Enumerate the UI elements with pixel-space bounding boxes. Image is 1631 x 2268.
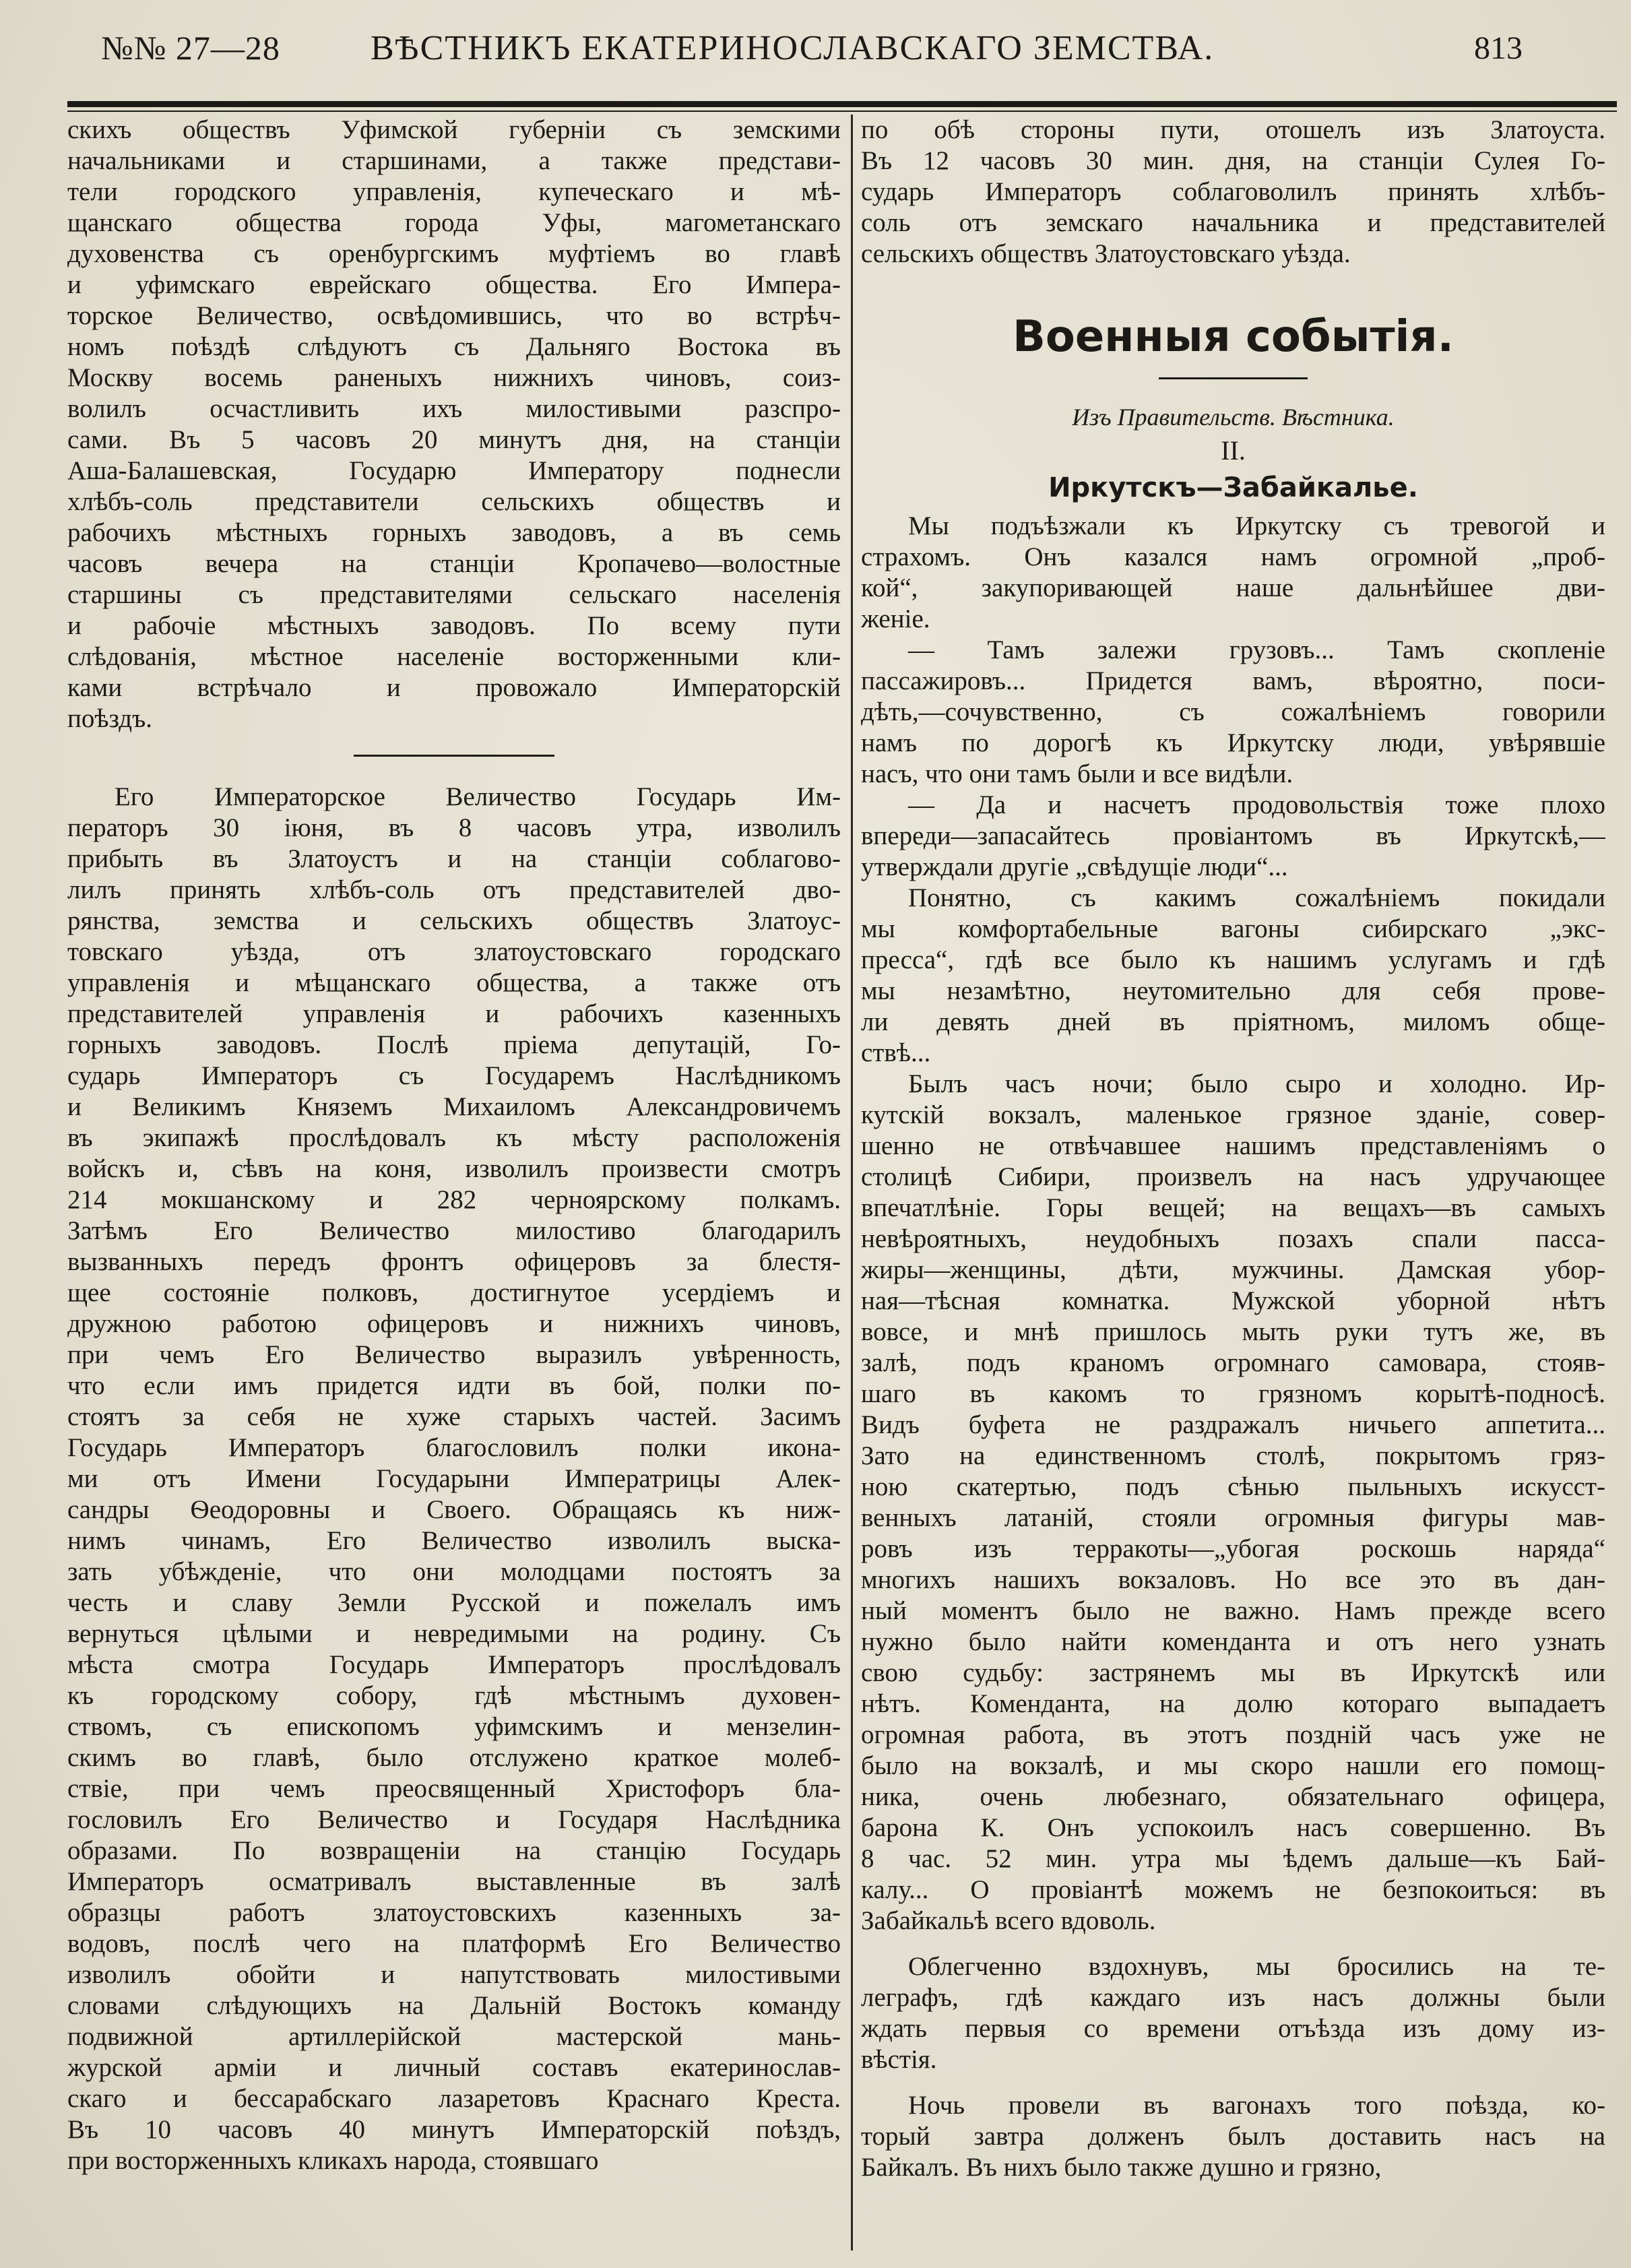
text-line: честь и славу Земли Русской и пожелалъ имъ	[67, 1588, 841, 1617]
text-line: Видъ буфета не раздражалъ ничьего аппетита...	[861, 1410, 1605, 1439]
text-line: что если имъ придется идти въ бой, полки по-	[67, 1371, 841, 1400]
header-rule-thick	[67, 101, 1617, 107]
text-line: часовъ вечера на станціи Кропачево—волостные	[67, 549, 841, 578]
text-line: впечатлѣніе. Горы вещей; на вещахъ—въ самыхъ	[861, 1193, 1605, 1222]
text-line: шаго въ какомъ то грязномъ корытѣ-подносѣ.	[861, 1379, 1605, 1408]
text-line: слѣдованія, мѣстное населеніе восторженными кли-	[67, 642, 841, 671]
text-line: было на вокзалѣ, и мы скоро нашли его помощ-	[861, 1751, 1605, 1780]
paragraph	[861, 790, 1605, 883]
left-para-1	[67, 115, 841, 734]
text-line: ною скатертью, подъ сѣнью пыльныхъ искусст-	[861, 1472, 1605, 1501]
text-line: торское Величество, освѣдомившись, что во встрѣч-	[67, 301, 841, 330]
text-line: Былъ часъ ночи; было сыро и холодно. Ир-	[908, 1069, 1605, 1098]
text-line: ператоръ 30 іюня, въ 8 часовъ утра, изволилъ	[67, 813, 841, 842]
text-line: по обѣ стороны пути, отошелъ изъ Златоуста.	[861, 115, 1605, 144]
text-line: Аша-Балашевская, Государю Императору поднесли	[67, 456, 841, 485]
right-para-1	[861, 115, 1605, 270]
text-line: зать убѣжденіе, что они молодцами постоятъ за	[67, 1557, 841, 1586]
text-line: вызванныхъ передъ фронтъ офицеровъ за блестя-	[67, 1247, 841, 1276]
paragraph	[861, 1951, 1605, 2075]
text-line: старшины съ представителями сельскаго населенія	[67, 580, 841, 609]
text-line: представителей управленія и рабочихъ казенныхъ	[67, 999, 841, 1028]
text-line: торый завтра долженъ былъ доставить насъ на	[861, 2122, 1605, 2151]
text-line: Императоръ осматривалъ выставленные въ залѣ	[67, 1867, 841, 1896]
text-line: стоятъ за себя не хуже старыхъ частей. Засимъ	[67, 1402, 841, 1431]
text-line: страхомъ. Онъ казался намъ огромной „проб-	[861, 542, 1605, 571]
text-line: прибыть въ Златоустъ и на станціи соблагово-	[67, 844, 841, 873]
text-line: Государь Императоръ благословилъ полки икона-	[67, 1433, 841, 1462]
text-line: Его Императорское Величество Государь Им-	[115, 782, 841, 811]
text-line: ная—тѣсная комнатка. Мужской уборной нѣтъ	[861, 1286, 1605, 1315]
article-body	[861, 511, 1605, 2183]
text-line: управленія и мѣщанскаго общества, а также отъ	[67, 968, 841, 997]
text-line: калу... О провіантѣ можемъ не безпокоиться: въ	[861, 1875, 1605, 1904]
text-line: водовъ, послѣ чего на платформѣ Его Величество	[67, 1929, 841, 1958]
text-line: сандры Ѳеодоровны и Своего. Обращаясь къ ниж-	[67, 1495, 841, 1524]
text-line: Забайкальѣ всего вдоволь.	[861, 1906, 1156, 1935]
text-line: ника, очень любезнаго, обязательнаго офицера,	[861, 1782, 1605, 1811]
text-line: сударь Императоръ соблаговолилъ принять хлѣбъ-	[861, 177, 1605, 206]
column-divider	[851, 115, 853, 2250]
text-line: словами слѣдующихъ на Дальній Востокъ команду	[67, 1991, 841, 2020]
text-line: нимъ чинамъ, Его Величество изволилъ выска-	[67, 1526, 841, 1555]
text-line: Зато на единственномъ столѣ, покрытомъ гряз-	[861, 1441, 1605, 1470]
text-line: Москву восемь раненыхъ нижнихъ чиновъ, соиз-	[67, 363, 841, 392]
text-line: венныхъ латаній, стояли огромныя фигуры мав-	[861, 1503, 1605, 1532]
text-line: вернуться цѣлыми и невредимыми на родину. Съ	[67, 1619, 841, 1648]
title-separator	[861, 371, 1605, 387]
text-line: и Великимъ Княземъ Михаиломъ Александровичемъ	[67, 1092, 841, 1121]
right-column	[861, 115, 1605, 2183]
text-line: столицѣ Сибири, произвелъ на насъ удручающее	[861, 1162, 1605, 1191]
text-line: щее состояніе полковъ, достигнутое усердіемъ и	[67, 1278, 841, 1307]
paragraph	[861, 511, 1605, 635]
text-line: ствіе, при чемъ преосвященный Христофоръ бла-	[67, 1774, 841, 1803]
issue-number: №№ 27—28	[101, 29, 280, 67]
paragraph-gap	[861, 1936, 1605, 1951]
page-header	[101, 20, 1523, 74]
text-line: Въ 12 часовъ 30 мин. дня, на станціи Сулея Го-	[861, 146, 1605, 175]
text-line: намъ по дорогѣ къ Иркутску люди, увѣрявшіе	[861, 728, 1605, 757]
text-line: духовенства съ оренбургскимъ муфтіемъ во главѣ	[67, 239, 841, 268]
header-rule-thin	[67, 111, 1617, 112]
text-line: подвижной артиллерійской мастерской мань-	[67, 2022, 841, 2051]
article-separator	[67, 734, 841, 782]
text-line: при чемъ Его Величество выразилъ увѣренность,	[67, 1340, 841, 1369]
text-line: рабочихъ мѣстныхъ горныхъ заводовъ, а въ семь	[67, 518, 841, 547]
text-line: 214 мокшанскому и 282 черноярскому полкамъ.	[67, 1185, 841, 1214]
text-line: залѣ, подъ краномъ огромнаго самовара, стояв-	[861, 1348, 1605, 1377]
text-line: горныхъ заводовъ. Послѣ пріема депутацій, Го-	[67, 1030, 841, 1059]
text-line: ровъ изъ терракоты—„убогая роскошь наряда“	[861, 1534, 1605, 1563]
text-line: огромная работа, въ этотъ поздній часъ уже не	[861, 1720, 1605, 1749]
text-line: нѣтъ. Коменданта, на долю котораго выпадаетъ	[861, 1689, 1605, 1718]
text-line: хлѣбъ-соль представители сельскихъ обществъ и	[67, 487, 841, 516]
text-line: утверждали другіе „свѣдущіе люди“...	[861, 852, 1288, 881]
text-line: Байкалъ. Въ нихъ было также душно и грязно,	[861, 2153, 1382, 2182]
text-line: вѣстія.	[861, 2045, 937, 2074]
text-line: къ городскому собору, гдѣ мѣстнымъ духовен-	[67, 1681, 841, 1710]
text-line: при восторженныхъ кликахъ народа, стоявшаго	[67, 2146, 599, 2175]
text-line: — Да и насчетъ продовольствія тоже плохо	[908, 790, 1605, 819]
paragraph	[861, 1069, 1605, 1936]
text-line: номъ поѣздѣ слѣдуютъ съ Дальняго Востока въ	[67, 332, 841, 361]
text-line: образами. По возвращеніи на станцію Государь	[67, 1836, 841, 1865]
paragraph	[861, 883, 1605, 1069]
text-line: тели городского управленія, купеческаго и мѣ-	[67, 177, 841, 206]
text-line: и уфимскаго еврейскаго общества. Его Импера-	[67, 270, 841, 299]
source-line: Изъ Правительств. Вѣстника.	[1072, 404, 1395, 431]
journal-title: ВѢСТНИКЪ ЕКАТЕРИНОСЛАВСКАГО ЗЕМСТВА.	[371, 29, 1215, 67]
text-line: мы комфортабельные вагоны сибирскаго „экс-	[861, 914, 1605, 943]
paragraph	[861, 2090, 1605, 2183]
text-line: ствѣ...	[861, 1038, 931, 1067]
text-line: жиры—женщины, дѣти, мужчины. Дамская убор-	[861, 1255, 1605, 1284]
text-line: сами. Въ 5 часовъ 20 минутъ дня, на станціи	[67, 425, 841, 454]
text-line: соль отъ земскаго начальника и представителей	[861, 208, 1605, 237]
text-line: рянства, земства и сельскихъ обществъ Златоус-	[67, 906, 841, 935]
text-line: ли девять дней въ пріятномъ, миломъ обще-	[861, 1007, 1605, 1036]
text-line: вовсе, и мнѣ пришлось мыть руки тутъ же, въ	[861, 1317, 1605, 1346]
text-line: сударь Императоръ съ Государемъ Наслѣдникомъ	[67, 1061, 841, 1090]
text-line: Затѣмъ Его Величество милостиво благодарилъ	[67, 1216, 841, 1245]
text-line: Въ 10 часовъ 40 минутъ Императорскій поѣздъ,	[67, 2115, 841, 2144]
text-line: ками встрѣчало и провожало Императорскій	[67, 673, 841, 702]
text-line: пресса“, гдѣ все было къ нашимъ услугамъ и гдѣ	[861, 945, 1605, 974]
text-line: пассажировъ... Придется вамъ, вѣроятно, поси-	[861, 666, 1605, 695]
text-line: журской арміи и личный составъ екатеринослав-	[67, 2053, 841, 2082]
part-number: II.	[1221, 435, 1246, 466]
text-line: гословилъ Его Величество и Государя Наслѣдника	[67, 1805, 841, 1834]
text-line: многихъ нашихъ вокзаловъ. Но все это въ дан-	[861, 1565, 1605, 1594]
page-number: 813	[1474, 30, 1523, 66]
text-line: мы незамѣтно, неутомительно для себя прове-	[861, 976, 1605, 1005]
text-line: невѣроятныхъ, неудобныхъ позахъ спали пасса-	[861, 1224, 1605, 1253]
text-line: кой“, закупоривающей наше дальнѣйшее дви-	[861, 573, 1605, 602]
text-line: и рабочіе мѣстныхъ заводовъ. По всему пути	[67, 611, 841, 640]
text-line: образцы работъ златоустовскихъ казенныхъ за-	[67, 1898, 841, 1927]
left-column	[67, 115, 841, 2176]
text-line: начальниками и старшинами, а также представи-	[67, 146, 841, 175]
section-title: Военныя событія.	[1013, 312, 1454, 362]
text-line: — Тамъ залежи грузовъ... Тамъ скопленіе	[908, 635, 1605, 664]
text-line: Понятно, съ какимъ сожалѣніемъ покидали	[908, 883, 1605, 912]
text-line: скихъ обществъ Уфимской губерніи съ земскими	[67, 115, 841, 144]
text-line: леграфъ, гдѣ каждаго изъ насъ должны были	[861, 1983, 1605, 2012]
text-line: дружною работою офицеровъ и нижнихъ чиновъ,	[67, 1309, 841, 1338]
text-line: волилъ осчастливить ихъ милостивыми разспро-	[67, 394, 841, 423]
text-line: свою судьбу: застрянемъ мы въ Иркутскѣ или	[861, 1658, 1605, 1687]
text-line: скимъ во главѣ, было отслужено краткое молеб-	[67, 1743, 841, 1772]
text-line: впереди—запасайтесь провіантомъ въ Иркутскѣ,—	[861, 821, 1605, 850]
text-line: въ экипажѣ прослѣдовалъ къ мѣсту расположенія	[67, 1123, 841, 1152]
text-line: Мы подъѣзжали къ Иркутску съ тревогой и	[908, 511, 1605, 540]
text-line: щанскаго общества города Уфы, магометанскаго	[67, 208, 841, 237]
text-line: войскъ и, сѣвъ на коня, изволилъ произвести смотръ	[67, 1154, 841, 1183]
subsection-title: Иркутскъ—Забайкалье.	[1048, 472, 1418, 503]
paragraph	[861, 635, 1605, 790]
text-line: сельскихъ обществъ Златоустовскаго уѣзда.	[861, 239, 1351, 268]
text-line: изволилъ обойти и напутствовать милостивыми	[67, 1960, 841, 1989]
text-line: Облегченно вздохнувъ, мы бросились на те-	[908, 1952, 1605, 1981]
text-line: 8 час. 52 мин. утра мы ѣдемъ дальше—къ Бай-	[861, 1844, 1605, 1873]
paragraph-gap	[861, 2075, 1605, 2090]
text-line: поѣздъ.	[67, 704, 153, 733]
text-line: барона К. Онъ успокоилъ насъ совершенно. Въ	[861, 1813, 1605, 1842]
text-line: ный моментъ было не важно. Намъ прежде всего	[861, 1596, 1605, 1625]
text-line: женіе.	[861, 604, 930, 633]
text-line: ми отъ Имени Государыни Императрицы Алек-	[67, 1464, 841, 1493]
left-para-2	[67, 782, 841, 2176]
text-line: мѣста смотра Государь Императоръ прослѣдовалъ	[67, 1650, 841, 1679]
text-line: дѣть,—сочувственно, съ сожалѣніемъ говорили	[861, 697, 1605, 726]
text-line: лилъ принять хлѣбъ-соль отъ представителей дво-	[67, 875, 841, 904]
text-line: нужно было найти коменданта и отъ него узнать	[861, 1627, 1605, 1656]
text-line: скаго и бессарабскаго лазаретовъ Краснаго Креста.	[67, 2084, 841, 2113]
text-line: Ночь провели въ вагонахъ того поѣзда, ко-	[908, 2091, 1605, 2120]
text-line: ждать первыя со времени отъѣзда изъ дому из-	[861, 2014, 1605, 2043]
text-line: ствомъ, съ епископомъ уфимскимъ и мензелин-	[67, 1712, 841, 1741]
text-line: насъ, что они тамъ были и все видѣли.	[861, 759, 1293, 788]
text-line: шенно не отвѣчавшее нашимъ представленіямъ о	[861, 1131, 1605, 1160]
text-line: кутскій вокзалъ, маленькое грязное зданіе, совер-	[861, 1100, 1605, 1129]
text-line: товскаго уѣзда, отъ златоустовскаго городскаго	[67, 937, 841, 966]
